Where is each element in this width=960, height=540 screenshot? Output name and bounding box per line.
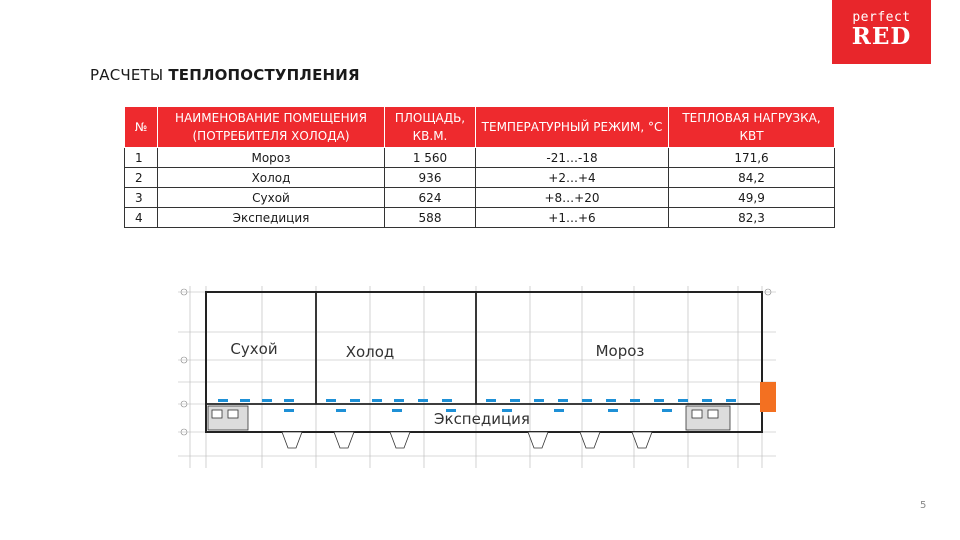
orange-marker [760, 382, 776, 412]
header-room-name: НАИМЕНОВАНИЕ ПОМЕЩЕНИЯ (ПОТРЕБИТЕЛЯ ХОЛОДА) [158, 107, 385, 148]
table-header-row [125, 107, 835, 148]
cell-heat-load: 171,6 [669, 148, 835, 168]
cell-heat-load: 82,3 [669, 208, 835, 228]
cell-room-name: Сухой [158, 188, 385, 208]
cell-area: 1 560 [385, 148, 476, 168]
header-area: ПЛОЩАДЬ, КВ.М. [385, 107, 476, 148]
room-label-cold: Холод [345, 343, 395, 361]
room-label-dry: Сухой [230, 340, 278, 358]
heat-load-table [124, 106, 835, 228]
cell-number: 1 [125, 148, 158, 168]
header-heat-load: ТЕПЛОВАЯ НАГРУЗКА, КВТ [669, 107, 835, 148]
room-label-frost: Мороз [595, 342, 645, 360]
cell-number: 3 [125, 188, 158, 208]
cell-area: 624 [385, 188, 476, 208]
cell-heat-load: 84,2 [669, 168, 835, 188]
cell-temperature: +1…+6 [476, 208, 669, 228]
header-temperature: ТЕМПЕРАТУРНЫЙ РЕЖИМ, °С [476, 107, 669, 148]
table-row [125, 208, 835, 228]
cell-area: 936 [385, 168, 476, 188]
cell-number: 2 [125, 168, 158, 188]
cell-temperature: +8…+20 [476, 188, 669, 208]
table-row [125, 168, 835, 188]
room-label-expedition: Экспедиция [434, 410, 530, 428]
grid-lines [178, 286, 776, 468]
page-number: 5 [920, 500, 927, 511]
table-row [125, 188, 835, 208]
page-title [90, 66, 360, 84]
cell-temperature: -21…-18 [476, 148, 669, 168]
cell-number: 4 [125, 208, 158, 228]
docks [282, 432, 652, 448]
brand-logo [832, 0, 931, 64]
cell-heat-load: 49,9 [669, 188, 835, 208]
title-part-1: РАСЧЕТЫ [90, 66, 169, 84]
title-part-2: ТЕПЛОПОСТУПЛЕНИЯ [168, 66, 360, 84]
header-number: № [125, 107, 158, 148]
cell-room-name: Мороз [158, 148, 385, 168]
cell-temperature: +2…+4 [476, 168, 669, 188]
cell-room-name: Холод [158, 168, 385, 188]
floor-plan [176, 282, 784, 468]
cell-room-name: Экспедиция [158, 208, 385, 228]
logo-text-top: perfect [852, 10, 911, 25]
table-row [125, 148, 835, 168]
cell-area: 588 [385, 208, 476, 228]
logo-text-bottom: RED [851, 23, 912, 50]
